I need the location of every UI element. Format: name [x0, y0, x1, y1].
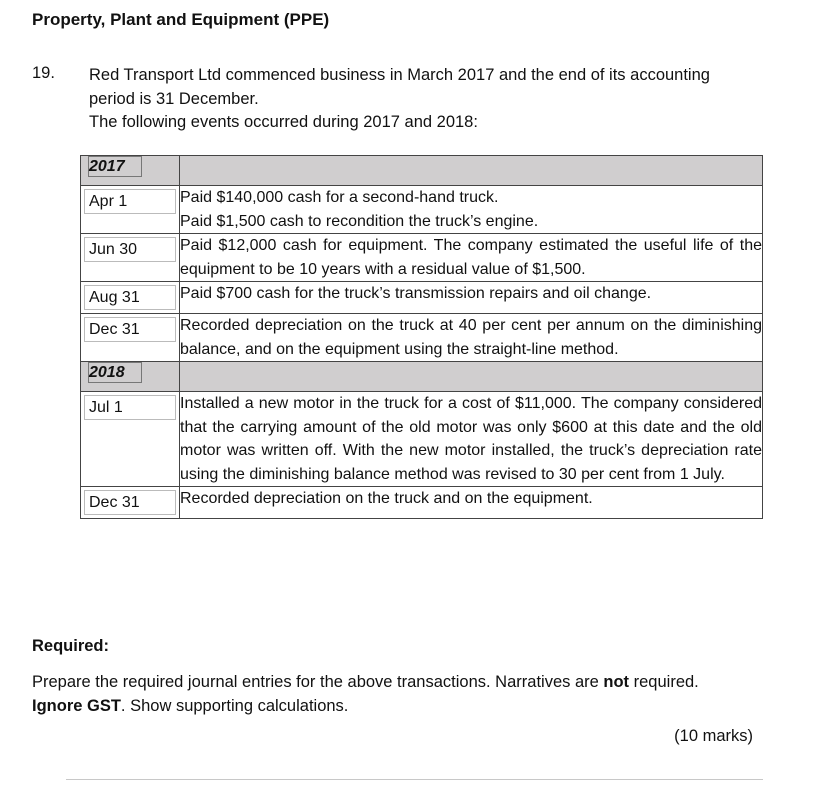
year-row-2017 — [81, 156, 763, 186]
instructions-text: required. — [629, 673, 699, 691]
event-description: Paid $12,000 cash for equipment. The company estimated the useful life of the equipment to be 10 years with a residual value of $1,500. — [180, 234, 763, 282]
question-number: 19. — [32, 64, 55, 82]
event-row — [81, 282, 763, 314]
year-cell — [81, 362, 180, 392]
year-label: 2017 — [88, 156, 142, 177]
event-date-cell — [81, 392, 180, 487]
marks-label: (10 marks) — [674, 727, 753, 745]
event-row — [81, 314, 763, 362]
event-description: Recorded depreciation on the truck and on the equipment. — [180, 487, 763, 519]
year-cell-blank — [180, 362, 763, 392]
events-table — [80, 155, 763, 519]
event-date-cell — [81, 314, 180, 362]
instructions-emphasis: not — [603, 673, 630, 691]
event-date-cell — [81, 186, 180, 234]
question-intro — [89, 64, 769, 135]
intro-line: period is 31 December. — [89, 89, 259, 108]
instructions-text: Prepare the required journal entries for the above transactions. Narratives are — [32, 673, 604, 691]
year-cell — [81, 156, 180, 186]
year-cell-blank — [180, 156, 763, 186]
event-description: Paid $700 cash for the truck’s transmission repairs and oil change. — [180, 282, 763, 314]
event-line: Paid $1,500 cash to recondition the truck’s engine. — [180, 212, 539, 230]
page-heading: Property, Plant and Equipment (PPE) — [32, 10, 330, 29]
event-date-cell — [81, 487, 180, 519]
instructions-emphasis: Ignore GST — [32, 697, 121, 715]
event-description — [180, 186, 763, 234]
intro-line: Red Transport Ltd commenced business in March 2017 and the end of its accounting — [89, 66, 710, 84]
event-description: Recorded depreciation on the truck at 40 per cent per annum on the diminishing balance, and on the equipment using the straight-line method. — [180, 314, 763, 362]
year-label: 2018 — [88, 362, 142, 383]
event-description: Installed a new motor in the truck for a cost of $11,000. The company considered that the carrying amount of the old motor was only $600 at this date and the old motor was written off. With the new motor installed, the truck’s depreciation rate using the diminishing balance method was revised to 30 per cent from 1 July. — [180, 392, 763, 487]
event-date-cell — [81, 282, 180, 314]
event-row — [81, 186, 763, 234]
event-date: Dec 31 — [84, 490, 176, 515]
event-row — [81, 392, 763, 487]
event-row — [81, 234, 763, 282]
intro-line: The following events occurred during 2017 and 2018: — [89, 113, 478, 131]
instructions-line-1 — [32, 670, 772, 694]
event-date: Jun 30 — [84, 237, 176, 262]
event-row — [81, 487, 763, 519]
event-date: Dec 31 — [84, 317, 176, 342]
event-date-cell — [81, 234, 180, 282]
event-date: Jul 1 — [84, 395, 176, 420]
year-row-2018 — [81, 362, 763, 392]
event-line: Paid $140,000 cash for a second-hand truck. — [180, 189, 499, 206]
instructions — [32, 670, 772, 718]
required-label: Required: — [32, 637, 110, 655]
event-date: Aug 31 — [84, 285, 176, 310]
instructions-text: . Show supporting calculations. — [120, 697, 349, 715]
event-date: Apr 1 — [84, 189, 176, 214]
footer-divider — [66, 779, 763, 780]
instructions-line-2 — [32, 694, 772, 718]
